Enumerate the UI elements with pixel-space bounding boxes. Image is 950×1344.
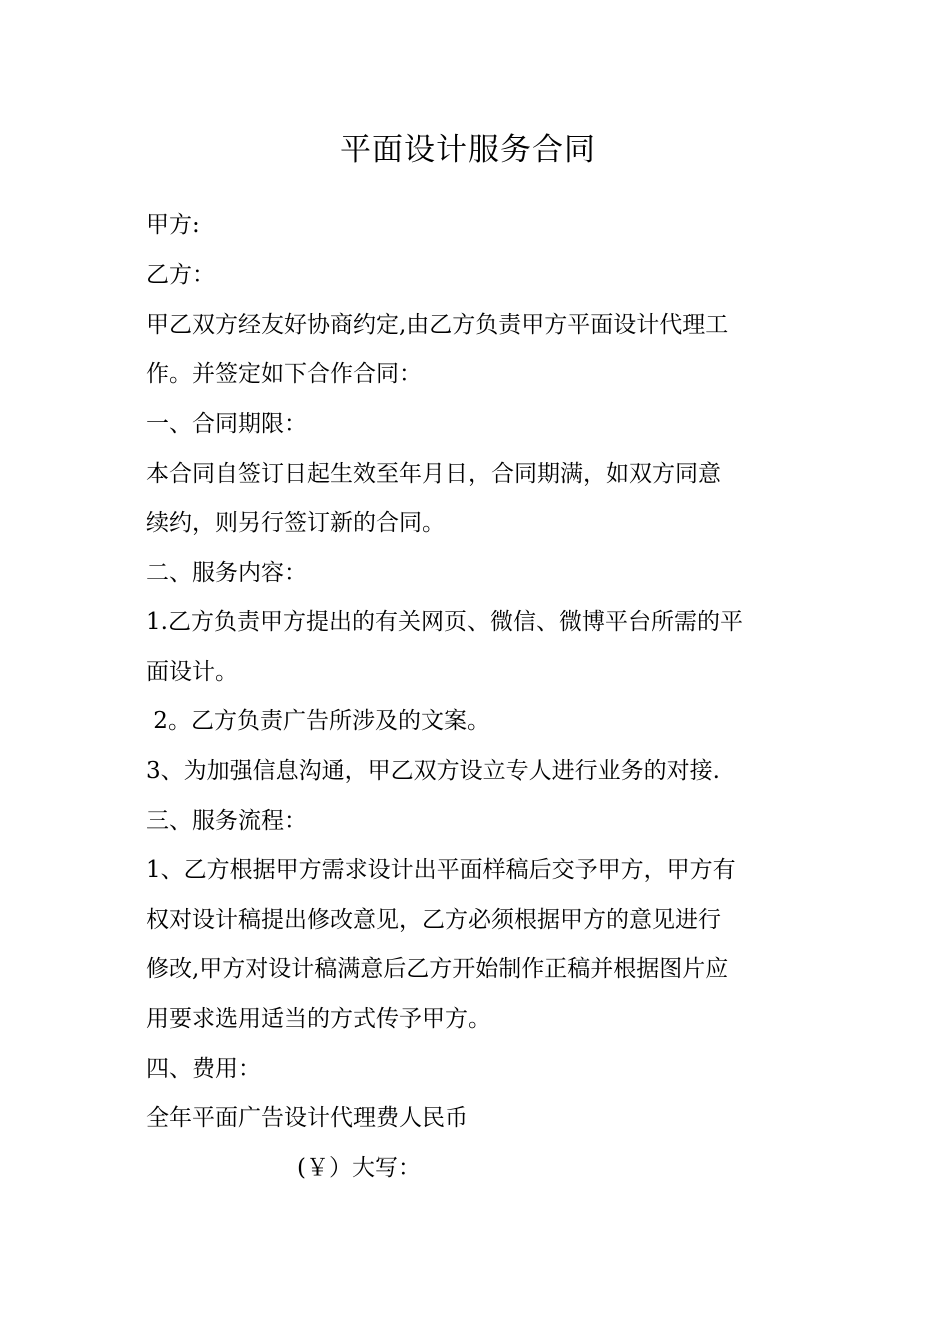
term-line-1: 本合同自签订日起生效至年月日，合同期满，如双方同意 [146,461,721,487]
document-title: 平面设计服务合同 [340,132,596,168]
process-line-1: 1、乙方根据甲方需求设计出平面样稿后交予甲方，甲方有 [146,857,736,883]
intro-line-1: 甲乙双方经友好协商约定,由乙方负责甲方平面设计代理工 [146,312,729,338]
fee-line-1: 全年平面广告设计代理费人民币 [146,1105,468,1131]
intro-line-2: 作。并签定如下合作合同： [146,361,422,387]
fee-line-2: (￥）大写： [297,1155,421,1181]
process-line-3: 修改,甲方对设计稿满意后乙方开始制作正稿并根据图片应 [146,956,729,982]
party-b-line: 乙方： [146,262,215,288]
service-item-1-line-1: 1.乙方负责甲方提出的有关网页、微信、微博平台所需的平 [146,609,743,635]
process-line-4: 用要求选用适当的方式传予甲方。 [146,1006,491,1032]
section-2-heading: 二、服务内容： [146,560,307,586]
service-item-3: 3、为加强信息沟通，甲乙双方设立专人进行业务的对接. [146,758,720,784]
section-1-heading: 一、合同期限： [146,411,307,437]
term-line-2: 续约，则另行签订新的合同。 [146,510,445,536]
process-line-2: 权对设计稿提出修改意见，乙方必须根据甲方的意见进行 [146,907,721,933]
section-4-heading: 四、费用： [146,1056,261,1082]
service-item-1-line-2: 面设计。 [146,659,238,685]
service-item-2: 2。乙方负责广告所涉及的文案。 [146,708,490,734]
party-a-line: 甲方: [146,212,200,238]
section-3-heading: 三、服务流程： [146,808,307,834]
